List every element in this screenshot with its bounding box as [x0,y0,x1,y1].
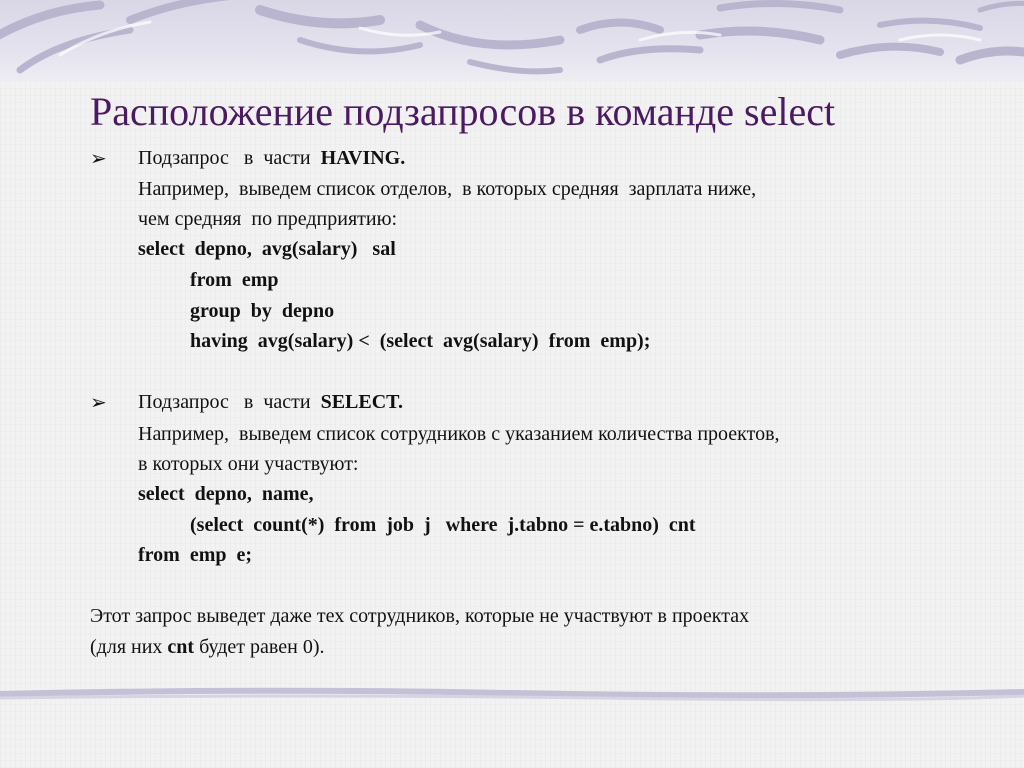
code-line: select depno, avg(salary) sal [138,238,396,260]
bullet-keyword: HAVING. [320,147,406,169]
bullet-description: Например, выведем список отделов, в которых средняя зарплата ниже, [138,178,757,200]
note-text: (для них [90,636,168,658]
code-line: select depno, name, [138,483,314,505]
bullet-description: чем средняя по предприятию: [138,208,398,230]
code-line: having avg(salary) < (select avg(salary) from emp); [190,330,651,352]
bullet-label: Подзапрос в части [138,391,321,413]
code-line: (select count(*) from job j where j.tabno = e.tabno) cnt [190,514,696,536]
bullet-description: Например, выведем список сотрудников с указанием количества проектов, [138,423,780,445]
code-line: from emp [190,269,279,291]
bullet-label: Подзапрос в части [138,147,321,169]
slide-title: Расположение подзапросов в команде select [90,89,836,134]
bullet-heading-select [138,390,403,414]
bullet-description: в которых они участвуют: [138,453,359,475]
note-text: будет равен 0). [194,636,325,658]
bullet-heading-having [138,146,405,170]
note-line: Этот запрос выведет даже тех сотрудников, которые не участвуют в проектах [90,605,750,627]
code-line: from emp e; [138,544,253,566]
note-line [90,635,324,659]
note-keyword: cnt [167,636,195,658]
code-line: group by depno [190,300,335,322]
bullet-keyword: SELECT. [320,391,404,413]
bullet-arrow-icon: ➢ [90,390,107,414]
bullet-arrow-icon: ➢ [90,146,107,170]
